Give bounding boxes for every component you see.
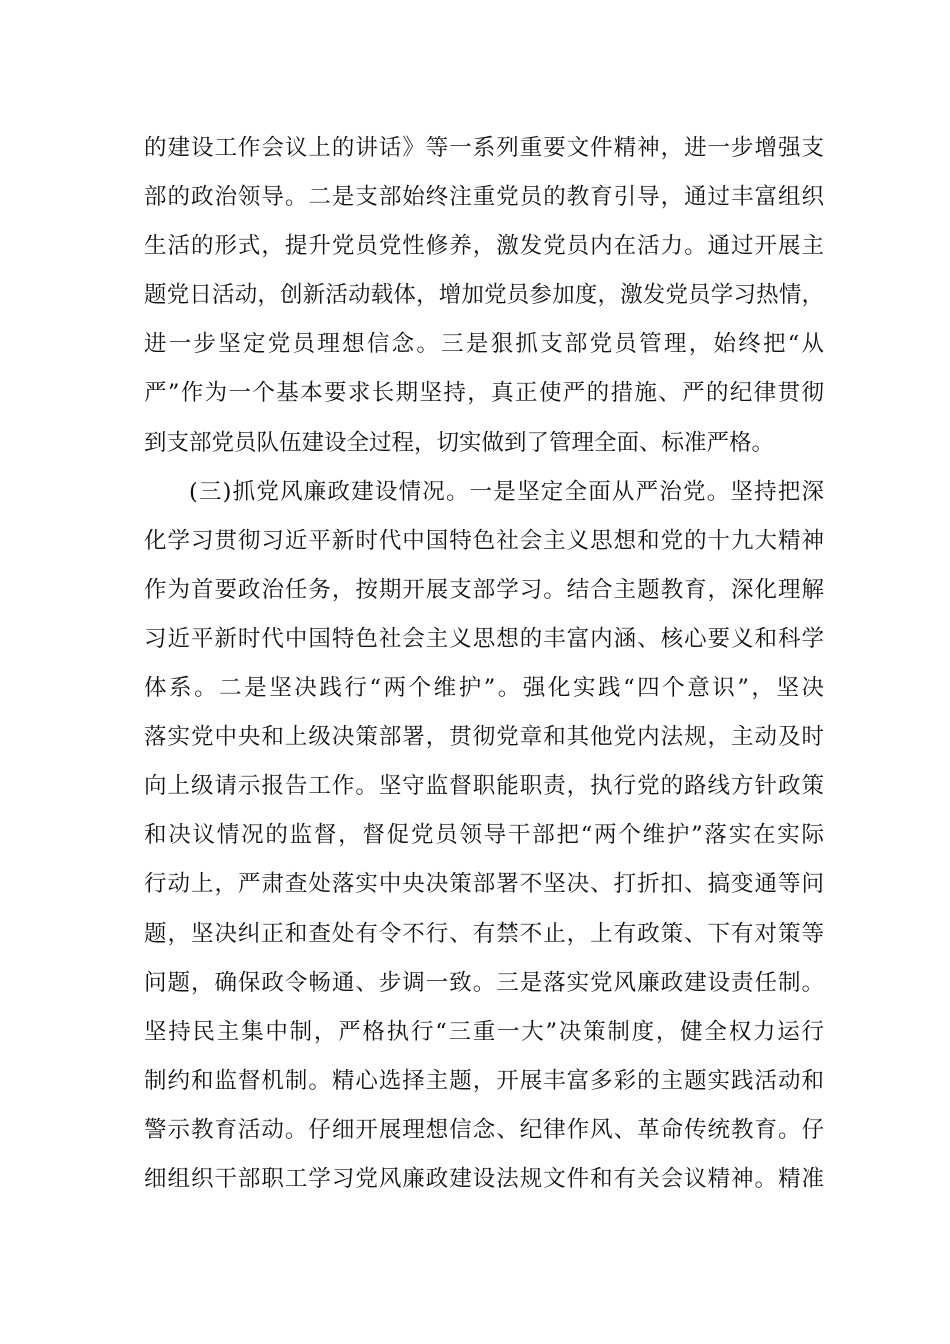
text-line: 的建设工作会议上的讲话》等一系列重要文件精神，进一步增强支 bbox=[144, 135, 824, 161]
document-body bbox=[144, 124, 824, 1204]
text-line: 题党日活动，创新活动载体，增加党员参加度，激发党员学习热情， bbox=[144, 282, 824, 309]
text-line: 题，坚决纠正和查处有令不行、有禁不止，上有政策、下有对策等 bbox=[144, 920, 824, 947]
paragraph-start-line: (三)抓党风廉政建设情况。一是坚定全面从严治党。坚持把深 bbox=[189, 478, 824, 505]
text-line: 作为首要政治任务，按期开展支部学习。结合主题教育，深化理解 bbox=[144, 576, 824, 603]
text-line: 向上级请示报告工作。坚守监督职能职责，执行党的路线方针政策 bbox=[144, 773, 824, 800]
text-line: 生活的形式，提升党员党性修养，激发党员内在活力。通过开展主 bbox=[144, 233, 824, 260]
text-line: 严”作为一个基本要求长期坚持，真正使严的措施、严的纪律贯彻 bbox=[144, 380, 824, 407]
paragraph-end-line: 到支部党员队伍建设全过程，切实做到了管理全面、标准严格。 bbox=[144, 429, 775, 456]
text-line: 警示教育活动。仔细开展理想信念、纪律作风、革命传统教育。仔 bbox=[144, 1116, 824, 1143]
text-line: 部的政治领导。二是支部始终注重党员的教育引导，通过丰富组织 bbox=[144, 184, 824, 211]
text-line: 进一步坚定党员理想信念。三是狠抓支部党员管理，始终把“从 bbox=[144, 331, 824, 358]
text-line: 习近平新时代中国特色社会主义思想的丰富内涵、核心要义和科学 bbox=[144, 625, 824, 652]
text-line: 体系。二是坚决践行“两个维护”。强化实践“四个意识”，坚决 bbox=[144, 675, 824, 702]
text-line: 坚持民主集中制，严格执行“三重一大”决策制度，健全权力运行 bbox=[144, 1018, 824, 1045]
text-line: 落实党中央和上级决策部署，贯彻党章和其他党内法规，主动及时 bbox=[144, 724, 824, 751]
text-line: 问题，确保政令畅通、步调一致。三是落实党风廉政建设责任制。 bbox=[144, 969, 824, 996]
text-line: 化学习贯彻习近平新时代中国特色社会主义思想和党的十九大精神 bbox=[144, 527, 824, 554]
text-line: 和决议情况的监督，督促党员领导干部把“两个维护”落实在实际 bbox=[144, 822, 824, 849]
text-line: 细组织干部职工学习党风廉政建设法规文件和有关会议精神。精准 bbox=[144, 1165, 824, 1192]
text-line: 制约和监督机制。精心选择主题，开展丰富多彩的主题实践活动和 bbox=[144, 1067, 824, 1094]
text-line: 行动上，严肃查处落实中央决策部署不坚决、打折扣、搞变通等问 bbox=[144, 871, 824, 898]
